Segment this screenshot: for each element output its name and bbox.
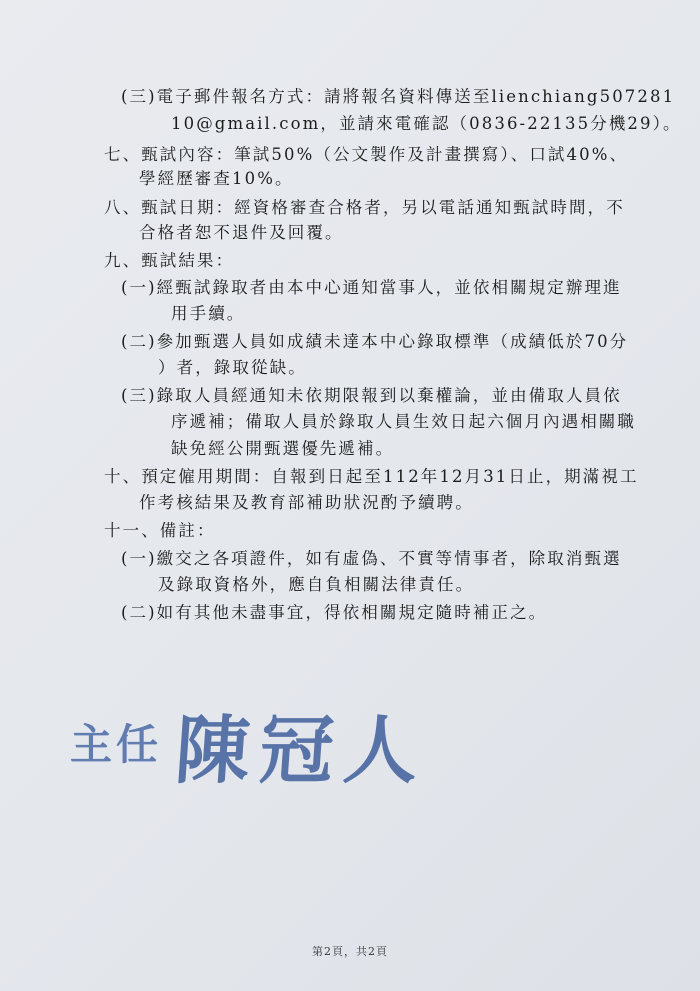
section-10-line-1: 十、預定僱用期間：自報到日起至112年12月31日止，期滿視工	[104, 467, 639, 486]
section-7-line-1: 七、甄試內容：筆試50%（公文製作及計畫撰寫）、口試40%、	[104, 145, 629, 164]
stamp-title: 主任	[70, 720, 163, 769]
section-7-line-2: 學經歷審查10%。	[139, 169, 294, 188]
section-9-item-3-line-3: 缺免經公開甄選優先遞補。	[171, 439, 395, 458]
section-11-item-2-line-1: (二)如有其他未盡事宜，得依相關規定隨時補正之。	[121, 603, 548, 622]
section-11-item-1-line-1: (一)繳交之各項證件，如有虛偽、不實等情事者，除取消甄選	[121, 549, 622, 568]
stamp-name: 陳冠人	[172, 708, 431, 794]
section-9-item-3-line-1: (三)錄取人員經通知未依期限報到以棄權論，並由備取人員依	[121, 386, 622, 405]
section-10-line-2: 作考核結果及教育部補助狀況酌予續聘。	[139, 493, 474, 512]
section-9-item-3-line-2: 序遞補；備取人員於錄取人員生效日起六個月內遇相關職	[171, 412, 636, 431]
section-11-heading: 十一、備註：	[104, 521, 216, 540]
page-number-footer: 第2頁，共2頁	[312, 945, 388, 958]
section-9-item-2-line-2: ）者，錄取從缺。	[158, 358, 307, 377]
section-9-heading: 九、甄試結果：	[104, 251, 235, 270]
section-8-line-2: 合格者恕不退件及回覆。	[139, 223, 344, 242]
section-9-item-2-line-1: (二)參加甄選人員如成績未達本中心錄取標準（成績低於70分	[121, 332, 629, 351]
section-9-item-1-line-2: 用手續。	[171, 304, 246, 323]
section-8-line-1: 八、甄試日期：經資格審查合格者，另以電話通知甄試時間，不	[104, 198, 625, 217]
section-6-item-3-line-1: (三)電子郵件報名方式：請將報名資料傳送至lienchiang507281	[121, 87, 676, 106]
director-signature-stamp	[66, 690, 456, 800]
section-11-item-1-line-2: 及錄取資格外，應自負相關法律責任。	[158, 575, 475, 594]
section-9-item-1-line-1: (一)經甄試錄取者由本中心通知當事人，並依相關規定辦理進	[121, 278, 622, 297]
section-6-item-3-line-2: 10@gmail.com，並請來電確認（0836-22135分機29）。	[171, 114, 682, 133]
